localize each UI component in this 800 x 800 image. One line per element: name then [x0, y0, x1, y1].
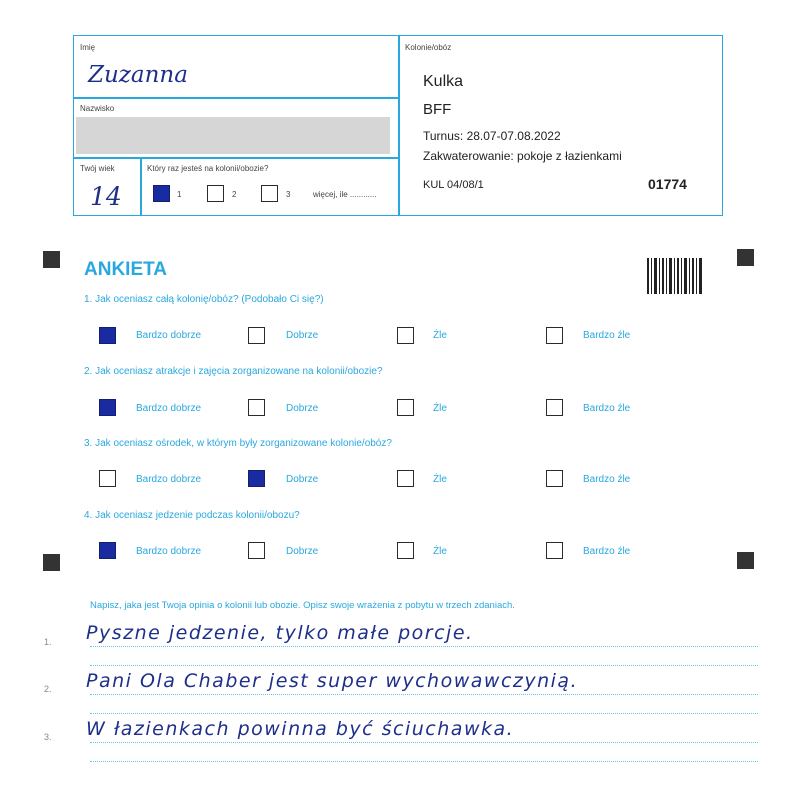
- camp-sub: BFF: [423, 101, 452, 118]
- q4-option-very-good-label: Bardzo dobrze: [136, 546, 202, 557]
- q3-option-very-bad-label: Bardzo źle: [583, 474, 631, 485]
- divider: [140, 157, 142, 215]
- surname-redacted: [76, 117, 390, 154]
- question-3: 3. Jak oceniasz ośrodek, w którym były zorganizowane kolonie/obóz?: [84, 438, 392, 449]
- dotted-line: [90, 694, 758, 695]
- line-number: 1.: [44, 637, 52, 647]
- question-2: 2. Jak oceniasz atrakcje i zajęcia zorganizowane na kolonii/obozie?: [84, 366, 383, 377]
- q1-option-very-good[interactable]: [99, 327, 116, 344]
- q1-option-very-bad[interactable]: [546, 327, 563, 344]
- dotted-line: [90, 713, 758, 714]
- q4-option-good-label: Dobrze: [286, 546, 319, 557]
- times-option-3-label: 3: [286, 190, 291, 199]
- times-option-2-label: 2: [232, 190, 237, 199]
- q4-option-very-bad-label: Bardzo źle: [583, 546, 631, 557]
- dotted-line: [90, 761, 758, 762]
- q1-option-bad[interactable]: [397, 327, 414, 344]
- line-number: 2.: [44, 684, 52, 694]
- q1-option-good-label: Dobrze: [286, 330, 319, 341]
- times-option-1-checkbox[interactable]: [153, 185, 170, 202]
- q2-option-good-label: Dobrze: [286, 403, 319, 414]
- line-number: 3.: [44, 732, 52, 742]
- q1-option-good[interactable]: [248, 327, 265, 344]
- age-value: 14: [90, 182, 122, 211]
- registration-marker: [737, 552, 754, 569]
- age-label: Twój wiek: [80, 164, 115, 173]
- dotted-line: [90, 665, 758, 666]
- first-name-label: Imię: [80, 43, 96, 52]
- opinion-line-3: W łazienkach powinna być ściuchawka.: [86, 718, 515, 740]
- times-option-3-checkbox[interactable]: [261, 185, 278, 202]
- form-number: 01774: [648, 176, 687, 192]
- opinion-line-1: Pyszne jedzenie, tylko małe porcje.: [86, 622, 474, 644]
- camp-code: KUL 04/08/1: [423, 179, 484, 191]
- q2-option-good[interactable]: [248, 399, 265, 416]
- q4-option-very-good[interactable]: [99, 542, 116, 559]
- q3-option-very-good[interactable]: [99, 470, 116, 487]
- q4-option-bad[interactable]: [397, 542, 414, 559]
- q3-option-bad-label: Źle: [433, 474, 447, 485]
- camp-label: Kolonie/obóz: [405, 43, 452, 52]
- barcode-icon: [647, 258, 703, 294]
- q1-option-very-bad-label: Bardzo źle: [583, 330, 631, 341]
- divider: [74, 157, 399, 159]
- q2-option-very-bad[interactable]: [546, 399, 563, 416]
- q1-option-very-good-label: Bardzo dobrze: [136, 330, 202, 341]
- camp-name: Kulka: [423, 73, 464, 90]
- q4-option-very-bad[interactable]: [546, 542, 563, 559]
- q4-option-bad-label: Źle: [433, 546, 447, 557]
- question-1: 1. Jak oceniasz całą kolonię/obóz? (Podobało Ci się?): [84, 294, 324, 305]
- first-name-value: Zuzanna: [88, 62, 188, 88]
- q2-option-bad[interactable]: [397, 399, 414, 416]
- registration-marker: [43, 554, 60, 571]
- q2-option-very-good-label: Bardzo dobrze: [136, 403, 202, 414]
- times-option-2-checkbox[interactable]: [207, 185, 224, 202]
- divider: [398, 36, 400, 215]
- q1-option-bad-label: Źle: [433, 330, 447, 341]
- q2-option-very-bad-label: Bardzo źle: [583, 403, 631, 414]
- question-4: 4. Jak oceniasz jedzenie podczas kolonii/obozu?: [84, 510, 300, 521]
- accommodation: Zakwaterowanie: pokoje z łazienkami: [423, 149, 622, 163]
- q3-option-bad[interactable]: [397, 470, 414, 487]
- dotted-line: [90, 742, 758, 743]
- q3-option-very-bad[interactable]: [546, 470, 563, 487]
- q3-option-good[interactable]: [248, 470, 265, 487]
- registration-marker: [43, 251, 60, 268]
- survey-title: ANKIETA: [84, 259, 168, 280]
- opinion-prompt: Napisz, jaka jest Twoja opinia o kolonii lub obozie. Opisz swoje wrażenia z pobytu w trzech zdaniach.: [90, 600, 515, 611]
- q4-option-good[interactable]: [248, 542, 265, 559]
- opinion-line-2: Pani Ola Chaber jest super wychowawczynią.: [86, 670, 579, 692]
- dotted-line: [90, 646, 758, 647]
- turnus: Turnus: 28.07-07.08.2022: [423, 129, 561, 143]
- times-more-label: więcej, ile ............: [313, 190, 377, 199]
- q3-option-very-good-label: Bardzo dobrze: [136, 474, 202, 485]
- times-option-1-label: 1: [177, 190, 182, 199]
- q2-option-bad-label: Źle: [433, 403, 447, 414]
- times-label: Który raz jesteś na kolonii/obozie?: [147, 164, 269, 173]
- q3-option-good-label: Dobrze: [286, 474, 319, 485]
- divider: [74, 97, 399, 99]
- q2-option-very-good[interactable]: [99, 399, 116, 416]
- registration-marker: [737, 249, 754, 266]
- surname-label: Nazwisko: [80, 104, 115, 113]
